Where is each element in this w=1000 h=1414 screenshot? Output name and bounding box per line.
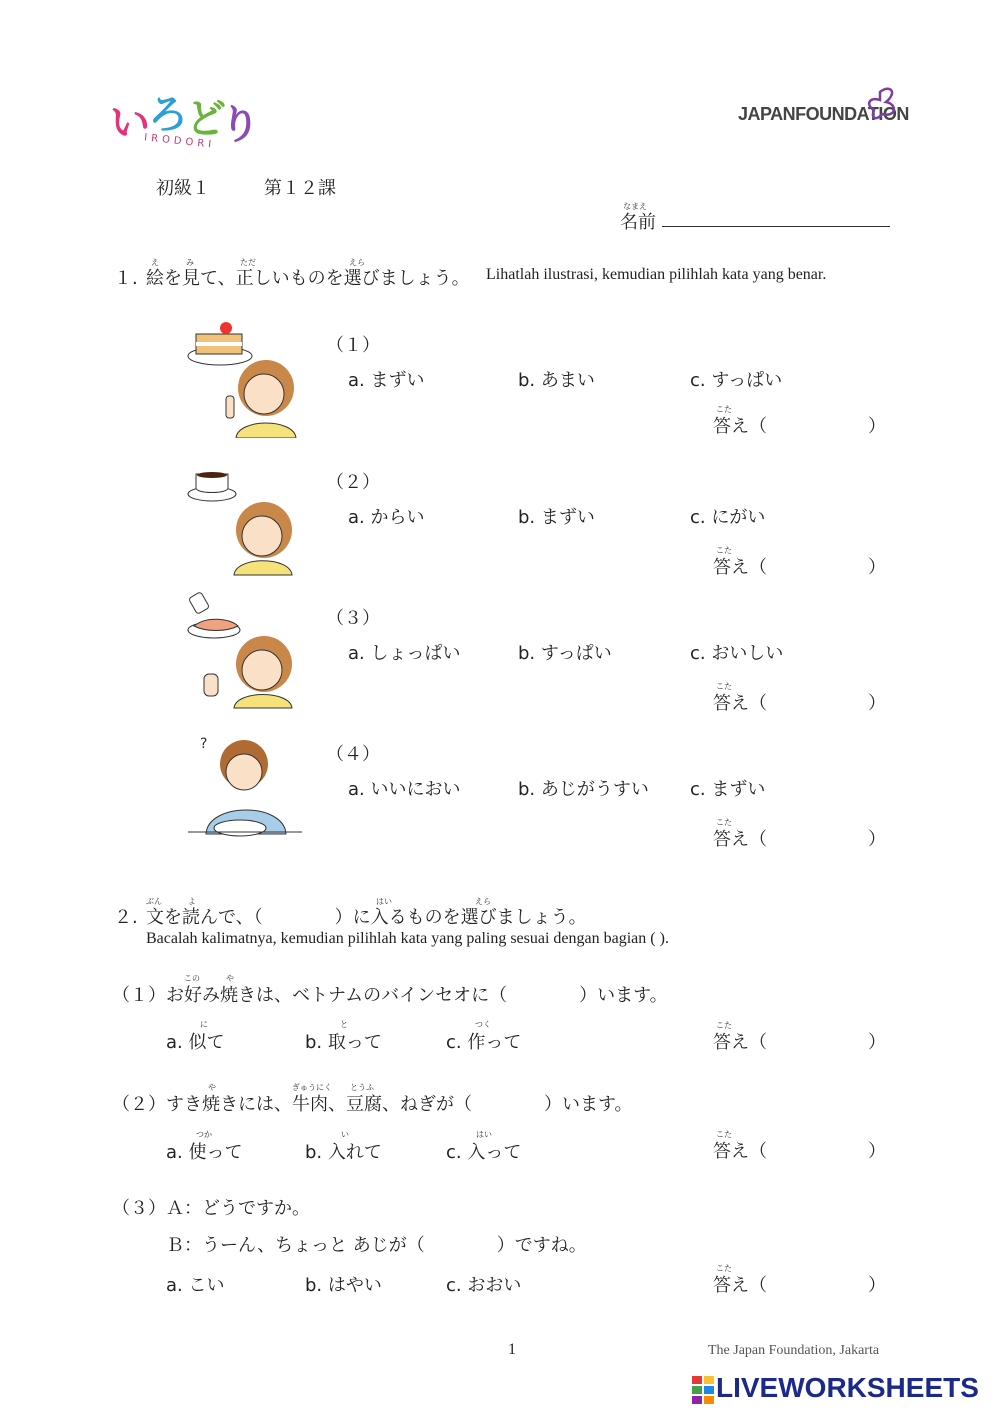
name-field[interactable] <box>662 226 890 227</box>
ruby-tsuka: つか <box>196 1130 212 1139</box>
svg-text:ろ: ろ <box>148 92 188 138</box>
s2-question-1-number: （１） <box>112 985 166 1006</box>
question-1-option-b[interactable]: b. あまい <box>518 370 595 391</box>
question-4-answer-input[interactable] <box>776 823 875 849</box>
name-ruby: なまえ <box>623 202 647 211</box>
section1-number: １. <box>114 268 138 289</box>
s2-question-2-answer-input[interactable] <box>776 1135 875 1161</box>
japan-foundation-text: JAPANFOUNDATION <box>738 104 909 124</box>
ruby-gyuuniku: ぎゅうにく <box>292 1083 332 1092</box>
answer-ruby: こた <box>716 818 732 827</box>
woman-salty-fish-icon <box>186 590 306 710</box>
question-4-option-c[interactable]: c. まずい <box>690 779 766 800</box>
question-3-number: （３） <box>326 608 380 629</box>
section1-instruction: 絵を見て、正しいものを選びましょう。 <box>146 268 470 289</box>
s2-question-3-line2: Ｂ：うーん、ちょっと あじが（ ）ですね。 <box>166 1235 587 1256</box>
ruby-kono: この <box>184 974 200 983</box>
svg-text:り: り <box>220 102 260 148</box>
answer-close: ） <box>868 693 886 714</box>
ruby-to: と <box>340 1020 348 1029</box>
question-2-number: （２） <box>326 472 380 493</box>
japan-foundation-logo <box>738 104 909 134</box>
butterfly-icon <box>864 86 900 126</box>
ruby-toufu: とうふ <box>350 1083 374 1092</box>
question-1-option-a[interactable]: a. まずい <box>348 370 425 391</box>
answer-close: ） <box>868 1141 886 1162</box>
answer-ruby: こた <box>716 1021 732 1030</box>
s2-question-3-option-a[interactable]: a. こい <box>166 1275 225 1296</box>
s2-question-2-option-c[interactable]: c. 入って <box>446 1142 522 1163</box>
ruby-ya2: や <box>208 1083 216 1092</box>
svg-text:?: ? <box>200 736 208 752</box>
ruby-era2: えら <box>475 897 491 906</box>
answer-label: 答え（ <box>713 693 767 714</box>
man-soup-icon <box>184 730 308 840</box>
course-level: 初級１ <box>156 178 210 199</box>
question-2-option-c[interactable]: c. にがい <box>690 507 766 528</box>
ruby-era: えら <box>349 258 365 267</box>
question-1-number: （１） <box>326 335 380 356</box>
question-1-option-c[interactable]: c. すっぱい <box>690 370 783 391</box>
page-number: 1 <box>508 1341 516 1358</box>
question-4-option-b[interactable]: b. あじがうすい <box>518 779 649 800</box>
ruby-mi: み <box>186 258 194 267</box>
woman-coffee-icon <box>186 460 306 580</box>
lesson-number: 第１２課 <box>264 178 336 199</box>
s2-question-3-line1: Ａ：どうですか。 <box>166 1198 310 1219</box>
footer-credit: The Japan Foundation, Jakarta <box>708 1343 880 1358</box>
s2-question-1-answer-input[interactable] <box>776 1026 875 1052</box>
answer-ruby: こた <box>716 1264 732 1273</box>
question-3-option-a[interactable]: a. しょっぱい <box>348 643 461 664</box>
s2-question-3-answer-input[interactable] <box>776 1269 875 1295</box>
s2-question-3-option-b[interactable]: b. はやい <box>305 1275 382 1296</box>
question-2-option-a[interactable]: a. からい <box>348 507 425 528</box>
ruby-tada: ただ <box>240 258 256 267</box>
section2-number: ２. <box>114 907 138 928</box>
ruby-ya: や <box>226 974 234 983</box>
section2-instruction-indonesian: Bacalah kalimatnya, kemudian pilihlah kata yang paling sesuai dengan bagian ( ). <box>146 930 669 947</box>
ruby-e: え <box>151 258 159 267</box>
question-3-option-b[interactable]: b. すっぱい <box>518 643 612 664</box>
svg-text:ど: ど <box>186 96 226 142</box>
ruby-i: い <box>341 1130 349 1139</box>
s2-question-2-number: （２） <box>112 1094 166 1115</box>
irodori-logo-subtext: IRODORI <box>143 132 216 151</box>
section1-instruction-indonesian: Lihatlah ilustrasi, kemudian pilihlah kata yang benar. <box>486 266 827 283</box>
s2-question-1-option-c[interactable]: c. 作って <box>446 1032 522 1053</box>
question-2-option-b[interactable]: b. まずい <box>518 507 595 528</box>
ruby-hai2: はい <box>476 1130 492 1139</box>
liveworksheets-text: LIVEWORKSHEETS <box>716 1372 979 1403</box>
answer-close: ） <box>868 1275 886 1296</box>
answer-close: ） <box>868 557 886 578</box>
answer-label: 答え（ <box>713 1141 767 1162</box>
question-4-option-a[interactable]: a. いいにおい <box>348 779 461 800</box>
answer-close: ） <box>868 1032 886 1053</box>
s2-question-3-option-c[interactable]: c. おおい <box>446 1275 522 1296</box>
s2-question-1-option-a[interactable]: a. 似て <box>166 1032 225 1053</box>
answer-label: 答え（ <box>713 1275 767 1296</box>
answer-label: 答え（ <box>713 1032 767 1053</box>
s2-question-2-option-a[interactable]: a. 使って <box>166 1142 243 1163</box>
ruby-ni: に <box>200 1020 208 1029</box>
liveworksheets-grid-icon <box>692 1376 714 1404</box>
svg-text:い: い <box>110 100 150 146</box>
answer-label: 答え（ <box>713 416 767 437</box>
section2-instruction: 文を読んで、（ ）に入るものを選びましょう。 <box>146 907 587 928</box>
irodori-logo <box>108 92 268 156</box>
s2-question-1-text: お好み焼きは、ベトナムのバインセオに（ ）います。 <box>166 985 668 1006</box>
s2-question-1-option-b[interactable]: b. 取って <box>305 1032 382 1053</box>
ruby-yo: よ <box>188 897 196 906</box>
answer-ruby: こた <box>716 1130 732 1139</box>
question-2-answer-input[interactable] <box>776 551 875 577</box>
answer-label: 答え（ <box>713 829 767 850</box>
question-1-answer-input[interactable] <box>776 410 875 436</box>
answer-ruby: こた <box>716 682 732 691</box>
ruby-hai: はい <box>376 897 392 906</box>
woman-cake-icon <box>186 318 306 438</box>
s2-question-2-text: すき焼きには、牛肉、豆腐、ねぎが（ ）います。 <box>166 1094 633 1115</box>
answer-ruby: こた <box>716 546 732 555</box>
answer-close: ） <box>868 416 886 437</box>
s2-question-3-number: （３） <box>112 1198 166 1219</box>
s2-question-2-option-b[interactable]: b. 入れて <box>305 1142 382 1163</box>
answer-label: 答え（ <box>713 557 767 578</box>
ruby-tsuku: つく <box>475 1020 491 1029</box>
question-3-option-c[interactable]: c. おいしい <box>690 643 784 664</box>
name-label: 名前 <box>620 212 656 233</box>
answer-ruby: こた <box>716 405 732 414</box>
answer-close: ） <box>868 829 886 850</box>
ruby-bun: ぶん <box>146 897 162 906</box>
question-3-answer-input[interactable] <box>776 687 875 713</box>
question-4-number: （４） <box>326 744 380 765</box>
